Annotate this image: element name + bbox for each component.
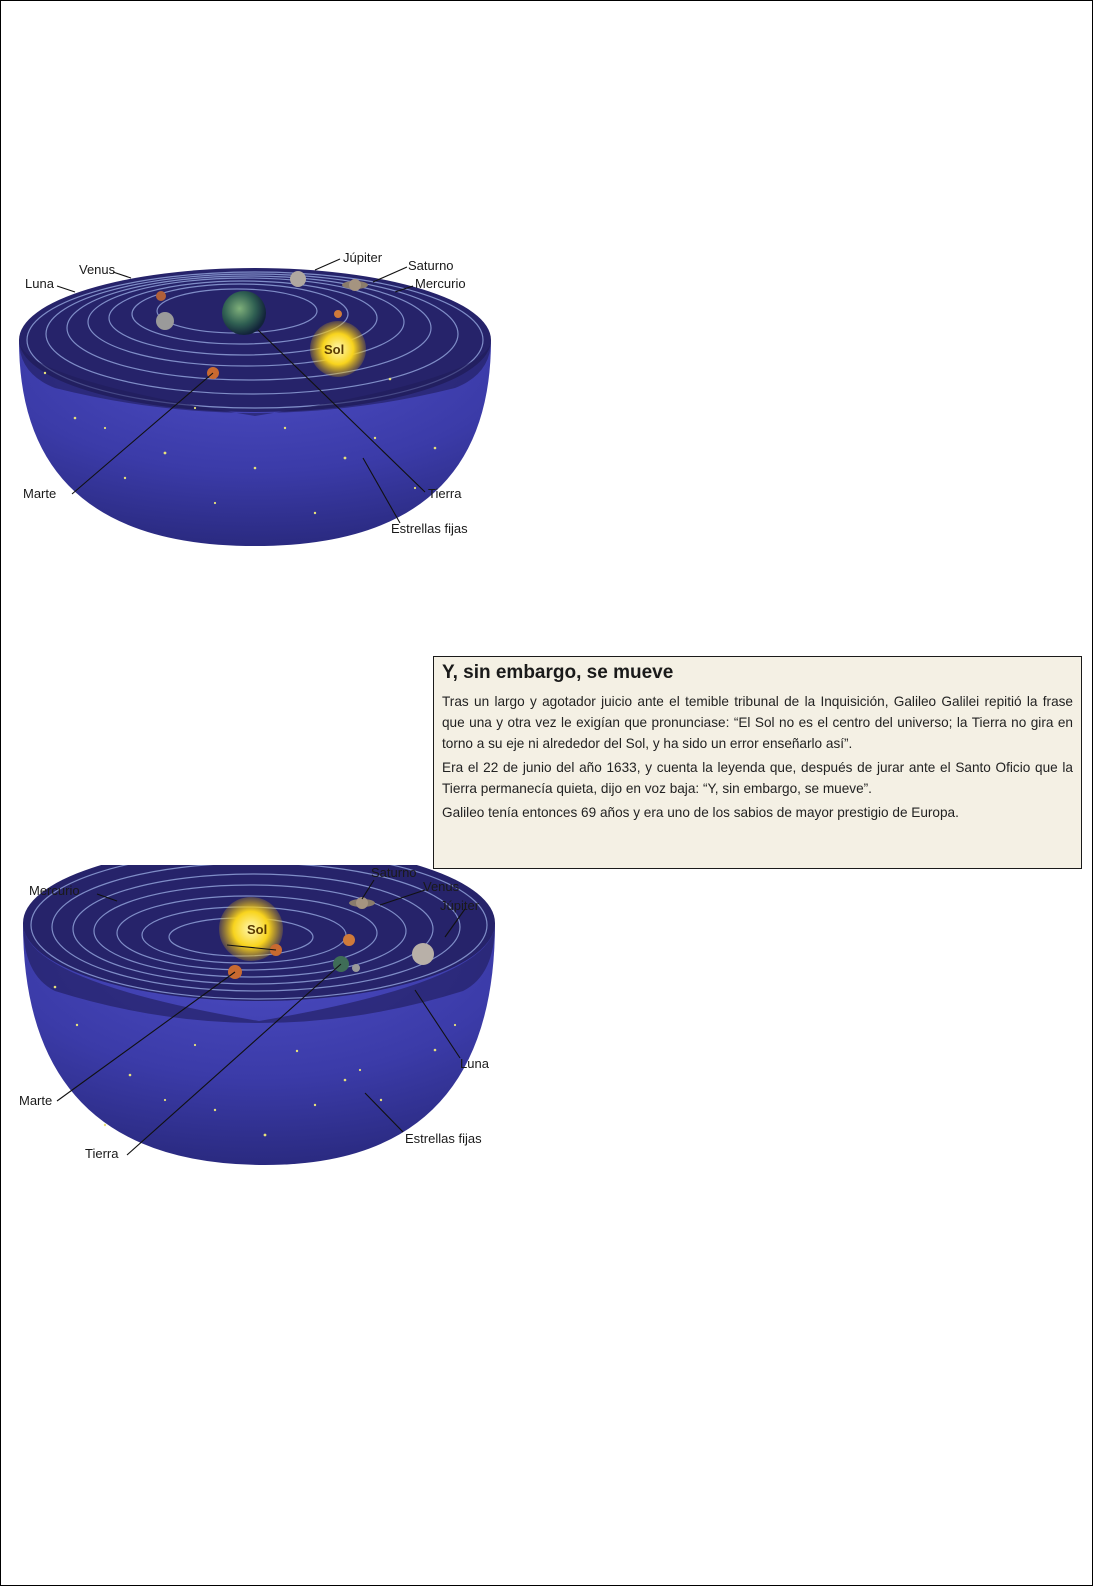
label-mercurio: Mercurio	[415, 276, 466, 291]
textbox-paragraph-1: Tras un largo y agotador juicio ante el temible tribunal de la Inquisición, Galileo Galilei repitió la frase que una y otra vez le exigían que pronunciase: “El Sol no es el centro del universo; la Tierra no gira en torno a su eje ni alrededor del Sol, y ha sido un error enseñarlo así”.	[442, 694, 1073, 751]
jupiter-planet	[412, 943, 434, 965]
label-marte: Marte	[19, 1093, 53, 1108]
label-mercurio: Mercurio	[29, 883, 80, 898]
moon-planet	[352, 964, 360, 972]
geocentric-diagram	[15, 248, 500, 546]
label-luna: Luna	[460, 1056, 489, 1071]
label-saturno: Saturno	[371, 865, 417, 880]
label-jupiter: Júpiter	[440, 898, 480, 913]
label-luna: Luna	[25, 276, 54, 291]
venus-planet	[156, 291, 166, 301]
heliocentric-diagram	[15, 865, 505, 1170]
label-tierra: Tierra	[85, 1146, 119, 1161]
textbox-paragraph-3: Galileo tenía entonces 69 años y era uno de los sabios de mayor prestigio de Europa.	[442, 805, 959, 820]
label-marte: Marte	[23, 486, 57, 501]
mercury-planet	[334, 310, 342, 318]
label-estrellas: Estrellas fijas	[405, 1131, 482, 1146]
jupiter-planet	[290, 271, 306, 287]
textbox-paragraph-2: Era el 22 de junio del año 1633, y cuenta la leyenda que, después de jurar ante el Santo Oficio que la Tierra permanecía quieta, dijo en voz baja: “Y, sin embargo, se mueve”.	[442, 760, 1073, 796]
earth-planet	[222, 291, 266, 335]
galileo-textbox	[433, 656, 1082, 869]
venus-planet	[343, 934, 355, 946]
label-venus: Venus	[423, 879, 460, 894]
label-estrellas: Estrellas fijas	[391, 521, 468, 536]
label-venus: Venus	[79, 262, 116, 277]
label-jupiter: Júpiter	[343, 250, 383, 265]
label-sol: Sol	[247, 922, 268, 937]
textbox-title: Y, sin embargo, se mueve	[442, 662, 674, 683]
label-sol: Sol	[324, 342, 345, 357]
label-tierra: Tierra	[428, 486, 462, 501]
label-saturno: Saturno	[408, 258, 454, 273]
moon-planet	[156, 312, 174, 330]
